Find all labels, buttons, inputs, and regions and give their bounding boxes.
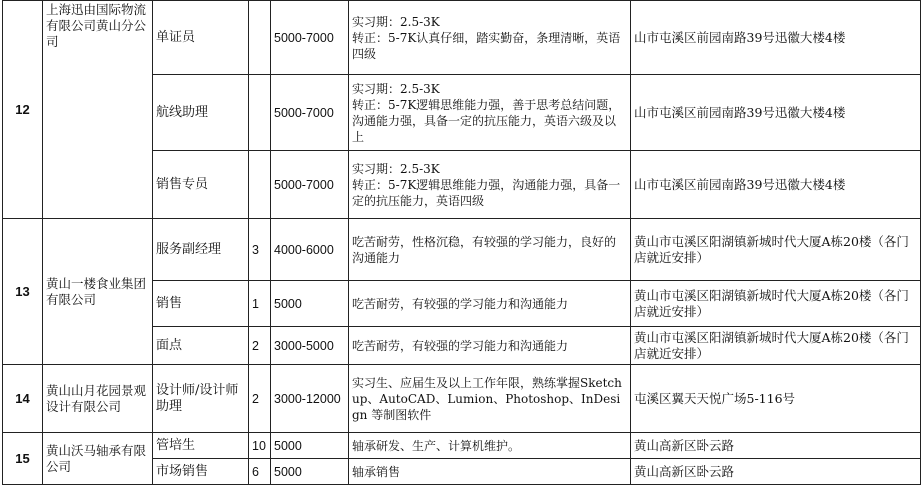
- address: 黄山市屯溪区阳湖镇新城时代大厦A栋20楼（各门店就近安排）: [631, 219, 921, 281]
- salary: 5000-7000: [271, 151, 349, 219]
- requirements: 实习期：2.5-3K 转正：5-7K逻辑思维能力强，沟通能力强，具备一定的抗压能力，英语四级: [349, 151, 631, 219]
- address: 黄山市屯溪区阳湖镇新城时代大厦A栋20楼（各门店就近安排）: [631, 281, 921, 327]
- row-number: 13: [3, 219, 43, 365]
- salary: 4000-6000: [271, 219, 349, 281]
- position-name: 设计师/设计师助理: [153, 365, 249, 433]
- company-name: 上海迅由国际物流有限公司黄山分公司: [43, 1, 153, 219]
- headcount: 1: [249, 281, 271, 327]
- requirements: 实习期：2.5-3K 转正：5-7K逻辑思维能力强，善于思考总结问题，沟通能力强，具备一定的抗压能力，英语六级及以上: [349, 75, 631, 151]
- position-name: 航线助理: [153, 75, 249, 151]
- headcount: [249, 75, 271, 151]
- requirements: 实习期：2.5-3K 转正：5-7K认真仔细，踏实勤奋，条理清晰，英语四级: [349, 1, 631, 75]
- requirements: 吃苦耐劳，有较强的学习能力和沟通能力: [349, 327, 631, 365]
- position-name: 单证员: [153, 1, 249, 75]
- salary: 5000: [271, 459, 349, 485]
- requirements: 轴承研发、生产、计算机维护。: [349, 433, 631, 459]
- job-table: [2, 0, 921, 485]
- position-name: 销售: [153, 281, 249, 327]
- company-name: 黄山一楼食业集团有限公司: [43, 219, 153, 365]
- position-name: 服务副经理: [153, 219, 249, 281]
- requirements: 轴承销售: [349, 459, 631, 485]
- headcount: [249, 1, 271, 75]
- address: 山市屯溪区前园南路39号迅徽大楼4楼: [631, 75, 921, 151]
- headcount: 2: [249, 327, 271, 365]
- address: 山市屯溪区前园南路39号迅徽大楼4楼: [631, 151, 921, 219]
- table-row: [3, 1, 921, 75]
- company-name: 黄山山月花园景观设计有限公司: [43, 365, 153, 433]
- salary: 5000: [271, 281, 349, 327]
- headcount: [249, 151, 271, 219]
- position-name: 管培生: [153, 433, 249, 459]
- address: 山市屯溪区前园南路39号迅徽大楼4楼: [631, 1, 921, 75]
- salary: 5000-7000: [271, 1, 349, 75]
- row-number: 14: [3, 365, 43, 433]
- headcount: 10: [249, 433, 271, 459]
- position-name: 市场销售: [153, 459, 249, 485]
- address: 黄山高新区卧云路: [631, 433, 921, 459]
- headcount: 2: [249, 365, 271, 433]
- headcount: 3: [249, 219, 271, 281]
- address: 黄山市屯溪区阳湖镇新城时代大厦A栋20楼（各门店就近安排）: [631, 327, 921, 365]
- table-row: [3, 433, 921, 459]
- salary: 5000: [271, 433, 349, 459]
- position-name: 销售专员: [153, 151, 249, 219]
- row-number: 15: [3, 433, 43, 485]
- salary: 3000-12000: [271, 365, 349, 433]
- table-row: [3, 365, 921, 433]
- salary: 3000-5000: [271, 327, 349, 365]
- row-number: 12: [3, 1, 43, 219]
- requirements: 实习生、应届生及以上工作年限，熟练掌握Sketchup、AutoCAD、Lumion、Photoshop、InDesign 等制图软件: [349, 365, 631, 433]
- position-name: 面点: [153, 327, 249, 365]
- requirements: 吃苦耐劳，有较强的学习能力和沟通能力: [349, 281, 631, 327]
- salary: 5000-7000: [271, 75, 349, 151]
- address: 屯溪区翼天天悦广场5-116号: [631, 365, 921, 433]
- address: 黄山高新区卧云路: [631, 459, 921, 485]
- company-name: 黄山沃马轴承有限公司: [43, 433, 153, 485]
- headcount: 6: [249, 459, 271, 485]
- requirements: 吃苦耐劳，性格沉稳，有较强的学习能力，良好的沟通能力: [349, 219, 631, 281]
- table-row: [3, 219, 921, 281]
